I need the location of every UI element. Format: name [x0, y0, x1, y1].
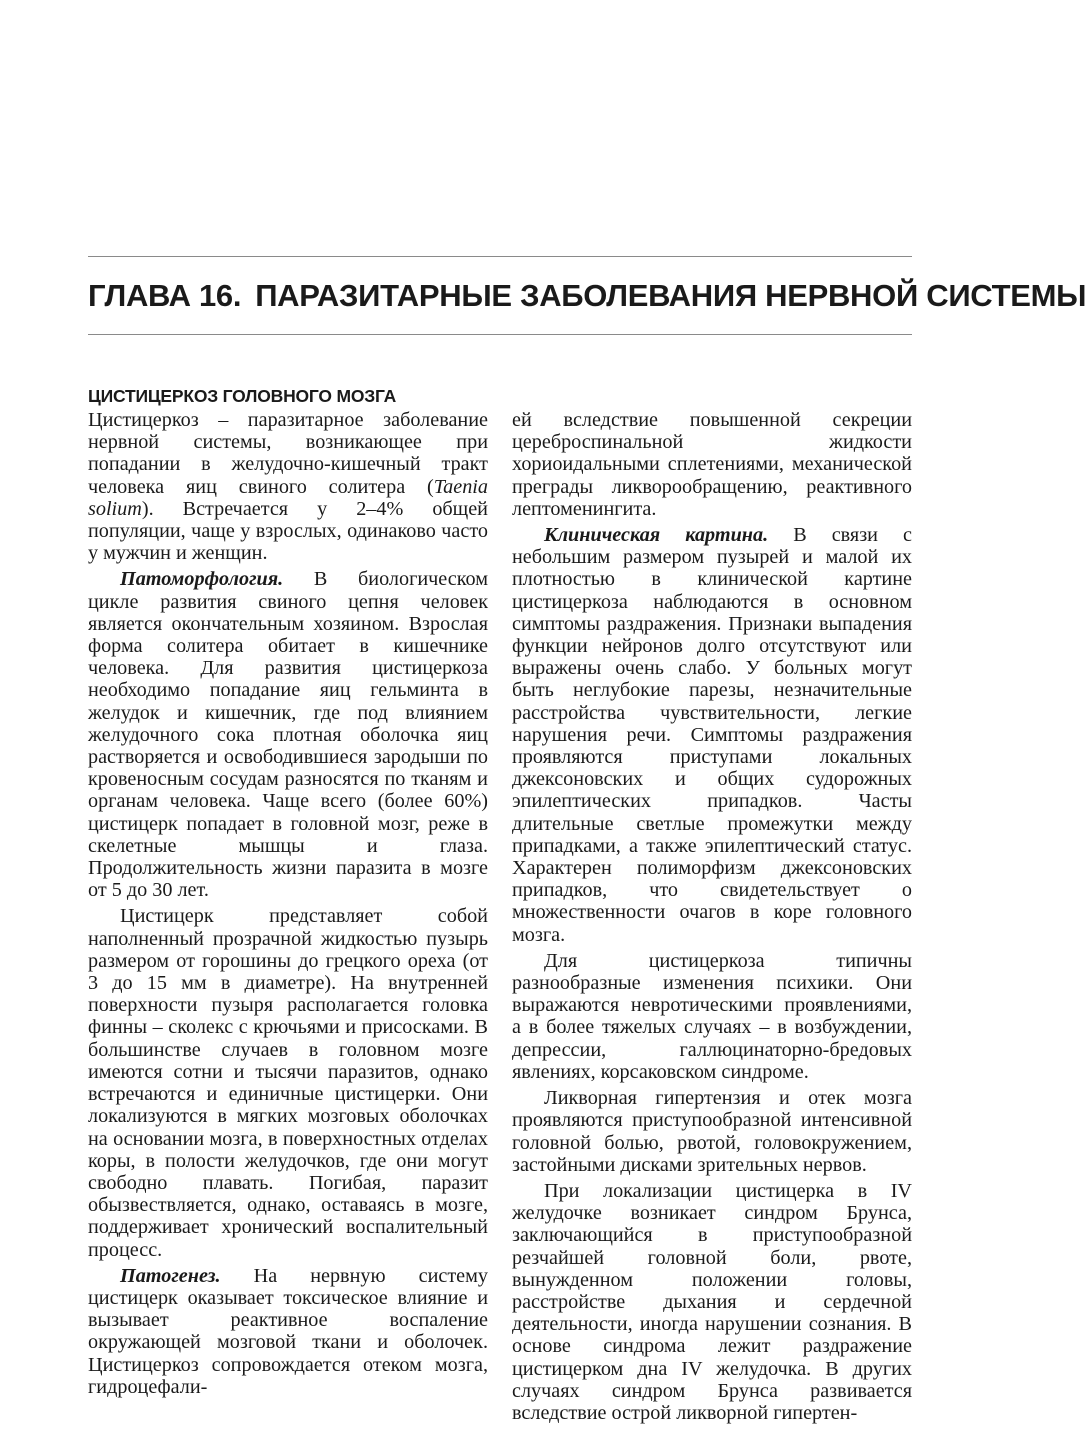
intro-text-b: ). Встречается у 2–4% общей популяции, чаще у взрослых, одинаково часто у мужчин и женщин. [88, 497, 488, 565]
section-heading: ЦИСТИЦЕРКОЗ ГОЛОВНОГО МОЗГА [88, 386, 397, 406]
paragraph-pathomorphology [88, 568, 488, 901]
chapter-top-rule [88, 256, 912, 257]
intro-text-a: Цистицеркоз – паразитарное заболевание нервной системы, возникающее при попадании в желудочно-кишечный тракт человека яиц свиного солитера ( [88, 409, 488, 498]
chapter-name: ПАРАЗИТАРНЫЕ ЗАБОЛЕВАНИЯ НЕРВНОЙ СИСТЕМЫ [255, 278, 1086, 313]
right-column [512, 409, 912, 1424]
pathomorphology-text: В биологическом цикле развития свиного цепня человек является окончательным хозяином. Взрослая форма солитера обитает в кишечнике человека. Для развития цистицеркоза необходимо попадание яиц гельминта в желудок и кишечник, где под влиянием желудочного сока плотная оболочка яиц растворяется и освободившиеся зародыши по кровеносным сосудам разносятся по тканям и органам человека. Чаще всего (более 60%) цистицерк попадает в головной мозг, реже в скелетные мышцы и глаза. Продолжительность жизни паразита в мозге от 5 до 30 лет. [88, 568, 488, 902]
chapter-bottom-rule [88, 334, 912, 335]
paragraph-hypertension: Ликворная гипертензия и отек мозга проявляются приступообразной интенсивной головной болью, рвотой, головокружением, застойными дисками зрительных нервов. [512, 1087, 912, 1176]
term-pathogenesis: Патогенез. [120, 1264, 221, 1287]
paragraph-intro [88, 409, 488, 564]
paragraph-continuation: ей вследствие повышенной секреции цереброспинальной жидкости хориоидальными сплетениями, механической преграды ликворообращению, реактивного лептоменингита. [512, 409, 912, 520]
paragraph-pathogenesis [88, 1265, 488, 1398]
paragraph-psychic-changes: Для цистицеркоза типичны разнообразные изменения психики. Они выражаются невротическими проявлениями, а в более тяжелых случаях – в возбуждении, депрессии, галлюцинаторно-бредовых явлениях, корсаковском синдроме. [512, 949, 912, 1083]
chapter-title [88, 278, 1086, 314]
clinical-picture-text: В связи с небольшим размером пузырей и малой их плотностью в клинической картине цистицеркоза наблюдаются в основном симптомы раздражения. Признаки выпадения функции нейронов долго отсутствуют или выражены очень слабо. У больных могут быть неглубокие парезы, незначительные расстройства чувствительности, легкие нарушения речи. Симптомы раздражения проявляются приступами локальных джексоновских и общих судорожных эпилептических припадков. Часты длительные светлые промежутки между припадками, а также эпилептический статус. Характерен полиморфизм джексоновских припадков, что свидетельствует о множественности очагов в коре головного мозга. [512, 524, 912, 946]
paragraph-bruns-syndrome: При локализации цистицерка в IV желудочке возникает синдром Брунса, заключающийся в приступообразной резчайшей головной боли, рвоте, вынужденном положении головы, расстройстве дыхания и сердечной деятельности, иногда нарушении сознания. В основе синдрома лежит раздражение цистицерком дна IV желудочка. В других случаях синдром Брунса развивается вследствие острой ликворной гипертен- [512, 1179, 912, 1424]
pathogenesis-text: На нервную систему цистицерк оказывает токсическое влияние и вызывает реактивное воспаление окружающей мозговой ткани и оболочек. Цистицеркоз сопровождается отеком мозга, гидроцефали- [88, 1264, 488, 1398]
chapter-number: ГЛАВА 16. [88, 278, 242, 313]
paragraph-clinical-picture [512, 524, 912, 946]
left-column [88, 409, 488, 1398]
latin-name: Taenia solium [88, 475, 488, 520]
term-pathomorphology: Патоморфология. [120, 568, 284, 591]
term-clinical-picture: Клиническая картина. [544, 524, 769, 547]
paragraph-cysticercus: Цистицерк представляет собой наполненный прозрачной жидкостью пузырь размером от горошины до грецкого ореха (от 3 до 15 мм в диаметре). На внутренней поверхности пузыря располагается головка финны – сколекс с крючьями и присосками. В большинстве случаев в головном мозге имеются сотни и тысячи паразитов, однако встречаются и единичные цистицерки. Они локализуются в мягких мозговых оболочках на основании мозга, в поверхностных отделах коры, в полости желудочков, где они могут свободно плавать. Погибая, паразит обызвествляется, однако, оставаясь в мозге, поддерживает хронический воспалительный процесс. [88, 905, 488, 1261]
